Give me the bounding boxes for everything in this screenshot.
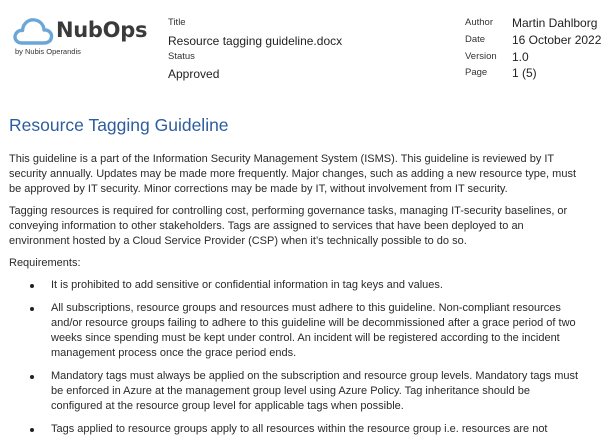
requirement-text: Tags applied to resource groups apply to all resources within the resource group i.e. resources are not	[51, 423, 548, 435]
list-item	[9, 278, 581, 293]
status-value: Approved	[168, 67, 220, 81]
cloud-icon	[12, 14, 54, 48]
page-number: 1 (5)	[512, 66, 537, 80]
list-item	[9, 301, 581, 361]
paragraph-intro: This guideline is a part of the Information Security Management System (ISMS). This guideline is reviewed by IT security annually. Updates may be made more frequently. Major changes, such as adding a new resource type, must be approved by IT security. Minor corrections may be made by IT, without involvement from IT security.	[9, 153, 576, 195]
date-label: Date	[465, 34, 486, 45]
bullet-icon	[30, 284, 34, 288]
requirement-text: Mandatory tags must always be applied on the subscription and resource group levels. Mandatory tags must be enforced in Azure at the management group level using Azure Policy. Tag inheritance should be configured at the resource group level for applicable tags when possible.	[51, 370, 579, 412]
paragraph-tagging: Tagging resources is required for controlling cost, performing governance tasks, managing IT-security baselines, or conveying information to other stakeholders. Tags are assigned to services that have been deployed to an environment hosted by a Cloud Service Provider (CSP) when it’s technically possible to do so.	[9, 205, 568, 247]
requirement-text: All subscriptions, resource groups and resources must adhere to this guideline. Non-compliant resources and/or resource groups failing to adhere to this guideline will be decommissioned after a grace period of two weeks since spending must be kept under control. An incident will be registered according to the incident management process once the grace period ends.	[51, 302, 576, 359]
title-label: Title	[168, 17, 186, 28]
requirements-list	[9, 278, 581, 437]
document-header	[0, 0, 610, 100]
bullet-icon	[30, 428, 34, 432]
document-heading: Resource Tagging Guideline	[9, 115, 229, 135]
bullet-icon	[30, 375, 34, 379]
bullet-icon	[30, 307, 34, 311]
status-label: Status	[168, 51, 195, 62]
logo-name: NubOps	[56, 18, 148, 42]
version-label: Version	[465, 51, 497, 62]
document-body	[9, 152, 581, 445]
author-label: Author	[465, 17, 493, 28]
version-value: 1.0	[512, 50, 529, 64]
company-logo	[12, 14, 152, 62]
requirement-text: It is prohibited to add sensitive or confidential information in tag keys and values.	[51, 279, 443, 291]
title-value: Resource tagging guideline.docx	[168, 34, 343, 48]
list-item	[9, 369, 581, 414]
author-value: Martin Dahlborg	[512, 16, 598, 30]
requirements-label: Requirements:	[9, 257, 81, 269]
page-label: Page	[465, 67, 488, 78]
date-value: 16 October 2022	[512, 33, 602, 47]
list-item	[9, 422, 581, 437]
logo-tagline: by Nubis Operandis	[15, 47, 81, 56]
